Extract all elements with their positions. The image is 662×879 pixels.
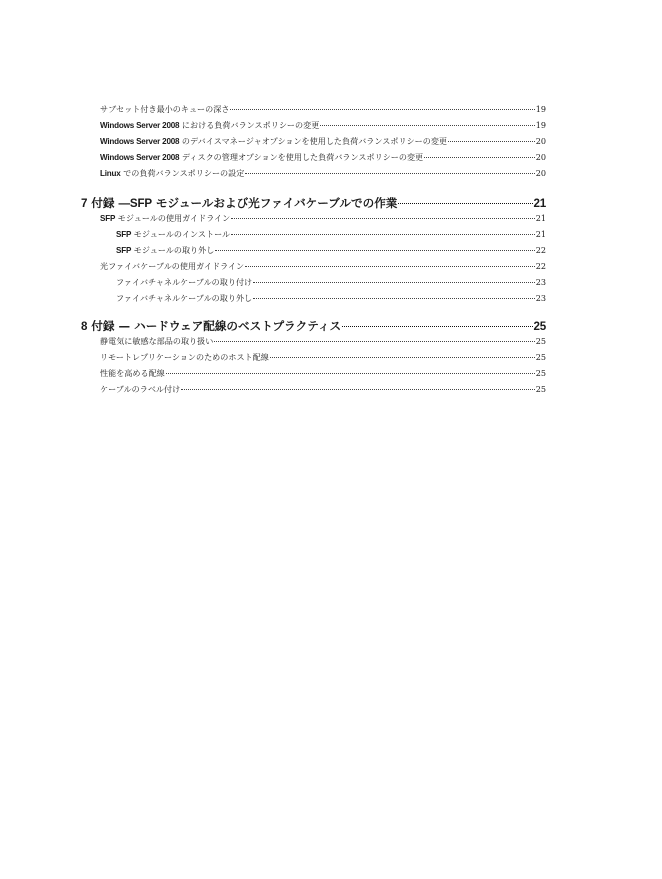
toc-entry-page: 25 (535, 336, 546, 346)
dot-leader (245, 266, 535, 267)
toc-entry[interactable] (100, 384, 546, 396)
toc-entry-label-latin: SFP (116, 246, 132, 255)
dot-leader (230, 109, 534, 110)
toc-entry[interactable] (100, 213, 546, 225)
dot-leader (424, 157, 535, 158)
toc-entry-page: 22 (535, 261, 546, 271)
dot-leader (231, 234, 535, 235)
toc-entry[interactable] (100, 168, 546, 180)
chapter-title-part: 付録 (87, 196, 119, 210)
chapter-title-latin: —SFP (118, 197, 152, 210)
toc-chapter-7[interactable] (81, 195, 546, 211)
dot-leader (166, 373, 535, 374)
toc-entry-page: 20 (535, 168, 546, 178)
chapter-title (81, 318, 341, 334)
toc-entry[interactable] (116, 245, 546, 257)
dot-leader (270, 357, 535, 358)
toc-entry[interactable] (100, 136, 546, 148)
toc-entry-page: 21 (535, 229, 546, 239)
toc-entry-label: ファイバチャネルケーブルの取り外し (116, 293, 253, 303)
toc-entry[interactable] (100, 352, 546, 364)
toc-entry-label: サブセット付き最小のキューの深さ (100, 104, 230, 114)
toc-entry[interactable] (100, 104, 546, 116)
toc-entry-label-text: での負荷バランスポリシーの設定 (120, 168, 245, 178)
chapter-title (81, 195, 397, 211)
dot-leader (231, 218, 534, 219)
toc-entry-page: 23 (535, 293, 546, 303)
toc-entry-label-latin: Linux (100, 169, 121, 178)
toc-entry-page: 25 (535, 368, 546, 378)
toc-entry-page: 19 (535, 104, 546, 114)
toc-entry-page: 25 (535, 352, 546, 362)
toc-entry-label-text: のデバイスマネージャオプションを使用した負荷バランスポリシーの変更 (179, 136, 448, 146)
dot-leader (245, 173, 534, 174)
toc-entry-page: 22 (535, 245, 546, 255)
toc-entry[interactable] (116, 277, 546, 289)
toc-entry-page: 25 (535, 384, 546, 394)
toc-entry-page: 20 (535, 136, 546, 146)
toc-entry-label: ケーブルのラベル付け (100, 384, 181, 394)
toc-entry-label: ファイバチャネルケーブルの取り付け (116, 277, 253, 287)
toc-entry[interactable] (100, 152, 546, 164)
toc-entry-label (100, 213, 230, 224)
toc-entry[interactable] (100, 120, 546, 132)
toc-entry[interactable] (116, 293, 546, 305)
toc-entry-page: 20 (535, 152, 546, 162)
toc-entry-label-latin: SFP (100, 214, 116, 223)
toc-entry-label-text: モジュールの使用ガイドライン (115, 213, 231, 223)
dot-leader (320, 125, 534, 126)
toc-entry-page: 19 (535, 120, 546, 130)
toc-entry[interactable] (100, 261, 546, 273)
toc-entry[interactable] (100, 368, 546, 380)
toc-entry-label: リモートレプリケーションのためのホスト配線 (100, 352, 269, 362)
chapter-title-part: 付録 — ハードウェア配線のベストプラクティス (87, 319, 342, 333)
toc-entry-label-latin: Windows Server 2008 (100, 153, 180, 162)
chapter-number: 7 (81, 197, 88, 210)
chapter-page: 21 (533, 197, 546, 210)
toc-entry-label (100, 168, 244, 179)
dot-leader (398, 203, 532, 204)
toc-entry-label (100, 136, 447, 147)
chapter-number: 8 (81, 320, 88, 333)
toc-entry-label: 静電気に敏感な部品の取り扱い (100, 336, 214, 346)
toc-entry-page: 21 (535, 213, 546, 223)
dot-leader (253, 282, 535, 283)
toc-entry[interactable] (100, 336, 546, 348)
toc-entry-label-text: モジュールのインストール (131, 229, 231, 239)
toc-entry-label (100, 152, 423, 163)
chapter-page: 25 (533, 320, 546, 333)
toc-entry[interactable] (116, 229, 546, 241)
toc-entry-label-text: モジュールの取り外し (131, 245, 215, 255)
chapter-title-part: モジュールおよび光ファイバケーブルでの作業 (151, 196, 398, 210)
toc-entry-label-text: ディスクの管理オプションを使用した負荷バランスポリシーの変更 (179, 152, 424, 162)
toc-chapter-8[interactable] (81, 318, 546, 334)
toc-entry-label-text: における負荷バランスポリシーの変更 (179, 120, 320, 130)
toc-entry-label-latin: Windows Server 2008 (100, 137, 180, 146)
toc-entry-page: 23 (535, 277, 546, 287)
toc-entry-label (116, 229, 230, 240)
dot-leader (253, 298, 535, 299)
toc-entry-label-latin: SFP (116, 230, 132, 239)
dot-leader (215, 250, 534, 251)
toc-entry-label: 性能を高める配線 (100, 368, 165, 378)
dot-leader (448, 141, 535, 142)
toc-entry-label: 光ファイバケーブルの使用ガイドライン (100, 261, 245, 271)
toc-entry-label (100, 120, 319, 131)
dot-leader (214, 341, 534, 342)
toc-entry-label-latin: Windows Server 2008 (100, 121, 180, 130)
toc-entry-label (116, 245, 214, 256)
dot-leader (342, 326, 532, 327)
dot-leader (181, 389, 534, 390)
